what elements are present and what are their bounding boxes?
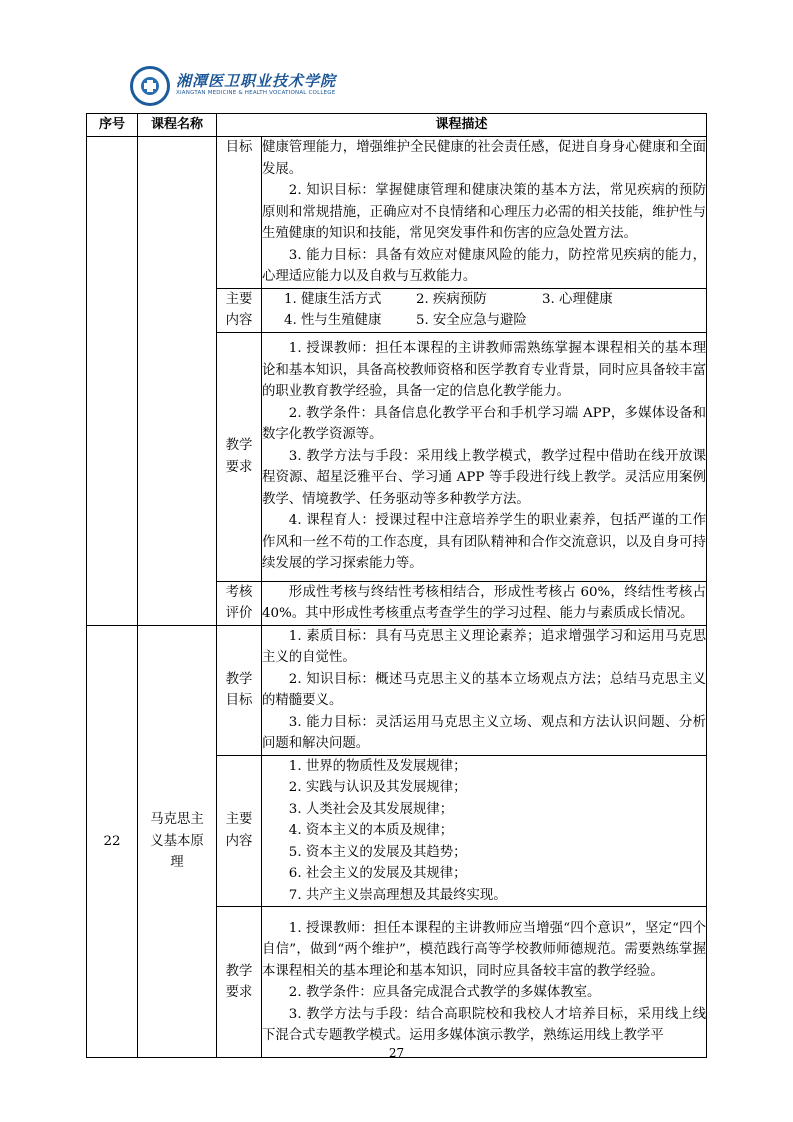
col-header-description: 课程描述 bbox=[217, 114, 707, 137]
course1-eval-content: 形成性考核与终结性考核相结合，形成性考核占 60%，终结性考核占 40%。其中形成性考核重点考查学生的学习过程、能力与素质成长情况。 bbox=[262, 581, 707, 625]
table-row bbox=[87, 137, 707, 289]
table-row bbox=[87, 625, 707, 755]
list-item: 3. 人类社会及其发展规律； bbox=[288, 801, 454, 817]
course2-content-label: 主要 内容 bbox=[217, 755, 262, 907]
course2-content-list bbox=[262, 755, 707, 907]
course1-goal-content: 健康管理能力，增强维护全民健康的社会责任感，促进自身身心健康和全面发展。 2. 知识目标：掌握健康管理和健康决策的基本方法，常见疾病的预防原则和常规措施，正确应对不良情绪和心理压力必需的相关技能，维护性与生殖健康的知识和技能，常见突发事件和伤害的应急处置方法。 3. 能力目标：具备有效应对健康风险的能力，防控常见疾病的能力，心理适应能力以及自救与互救能力。 bbox=[262, 137, 707, 289]
school-header bbox=[130, 66, 337, 108]
course2-goal-content: 1. 素质目标：具有马克思主义理论素养；追求增强学习和运用马克思主义的自觉性。 2. 知识目标：概述马克思主义的基本立场观点方法；总结马克思主义的精髓要义。 3. 能力目标：灵活运用马克思主义立场、观点和方法认识问题、分析问题和解决问题。 bbox=[262, 625, 707, 755]
course1-number-cell bbox=[87, 137, 138, 626]
list-item: 4. 资本主义的本质及规律； bbox=[288, 823, 454, 838]
list-item: 7. 共产主义崇高理想及其最终实现。 bbox=[288, 887, 507, 903]
course2-number: 22 bbox=[87, 625, 138, 1058]
col-header-number: 序号 bbox=[87, 114, 138, 137]
course1-content-list: 1. 健康生活方式 2. 疾病预防 3. 心理健康 4. 性与生殖健康 5. 安全应急与避险 bbox=[262, 288, 707, 332]
course2-req-content: 1. 授课教师：担任本课程的主讲教师应当增强“四个意识”，坚定“四个自信”，做到“两个维护”，模范践行高等学校教师师德规范。需要熟练掌握本课程相关的基本理论和基本知识，同时应具备较丰富的教学经验。 2. 教学条件：应具备完成混合式教学的多媒体教室。 3. 教学方法与手段：结合高职院校和我校人才培养目标，采用线上线下混合式专题教学模式。运用多媒体演示教学，熟练运用线上教学平 bbox=[262, 907, 707, 1058]
list-item: 1. 世界的物质性及发展规律； bbox=[288, 758, 467, 774]
list-item: 6. 社会主义的发展及其规律； bbox=[288, 866, 467, 881]
course2-goal-label: 教学 目标 bbox=[217, 625, 262, 755]
list-item: 2. 实践与认识及其发展规律； bbox=[288, 780, 467, 795]
course-table bbox=[86, 113, 707, 1058]
list-item: 5. 资本主义的发展及其趋势； bbox=[288, 844, 467, 860]
course1-req-content: 1. 授课教师：担任本课程的主讲教师需熟练掌握本课程相关的基本理论和基本知识，具备高校教师资格和医学教育专业背景，同时应具备较丰富的职业教育教学经验，具备一定的信息化教学能力。 2. 教学条件：具备信息化教学平台和手机学习端 APP，多媒体设备和数字化教学资源等。 3. 教学方法与手段：采用线上教学模式，教学过程中借助在线开放课程资源、超星泛雅平台、学习通 APP 等手段进行线上教学。灵活应用案例教学、情境教学、任务驱动等多种教学方法。 4. 课程育人：授课过程中注意培养学生的职业素养，包括严谨的工作作风和一丝不苟的工作态度，具有团队精神和合作交流意识，以及自身可持续发展的学习探索能力等。 bbox=[262, 332, 707, 581]
course1-eval-label: 考核 评价 bbox=[217, 581, 262, 625]
course1-req-label: 教学 要求 bbox=[217, 332, 262, 581]
course1-goal-label: 目标 bbox=[217, 137, 262, 289]
col-header-course-name: 课程名称 bbox=[138, 114, 217, 137]
page-number: 27 bbox=[388, 1046, 405, 1060]
course1-name-cell bbox=[138, 137, 217, 626]
school-name-cn: 湘潭医卫职业技术学院 bbox=[176, 72, 337, 90]
course2-name: 马克思主义基本原理 bbox=[138, 625, 217, 1058]
course2-req-label: 教学 要求 bbox=[217, 907, 262, 1058]
course1-content-label: 主要 内容 bbox=[217, 288, 262, 332]
table-header-row bbox=[87, 114, 707, 137]
school-logo-icon bbox=[130, 66, 170, 106]
school-name-en: XIANGTAN MEDICINE & HEALTH VOCATIONAL COLLEGE bbox=[176, 90, 336, 96]
